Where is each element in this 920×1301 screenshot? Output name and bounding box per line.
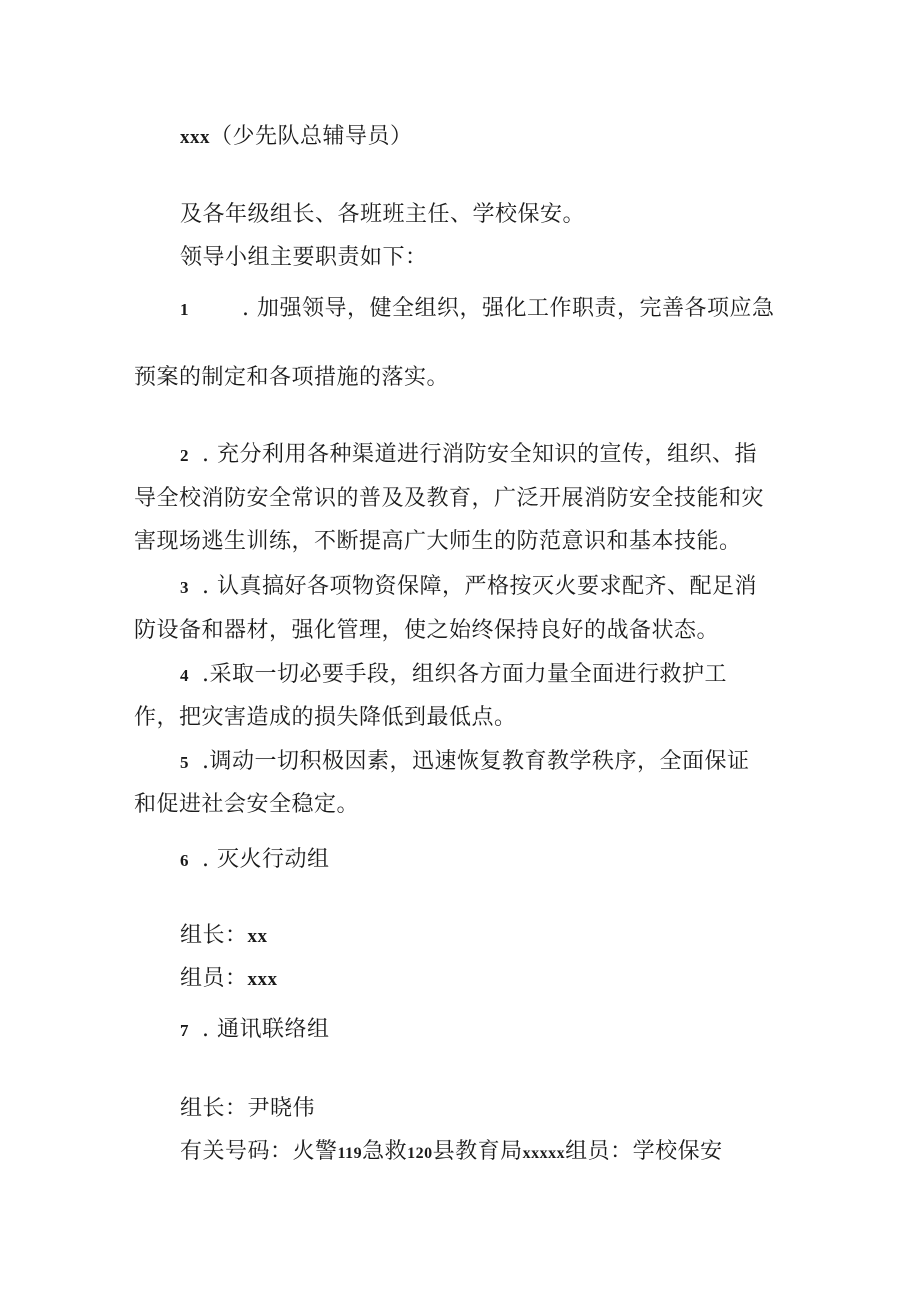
group-7-number: 7 <box>180 1021 189 1040</box>
duty-1-number: 1 <box>180 300 189 319</box>
group-7-member-suffix: 组员：学校保安 <box>565 1139 723 1164</box>
duty-4-text: .采取一切必要手段，组织各方面力量全面进行救护工 <box>202 662 727 687</box>
edu-label: 县教育局 <box>432 1139 523 1164</box>
ambulance-number: 120 <box>407 1145 433 1162</box>
duty-5-line-2: 和促进社会安全稳定。 <box>134 792 360 817</box>
duties-heading: 领导小组主要职责如下： <box>180 245 428 270</box>
duty-1-text: . 加强领导，健全组织，强化工作职责，完善各项应急 <box>242 296 775 321</box>
group-6-member <box>180 964 278 995</box>
group-7-leader-label: 组长： <box>180 1096 248 1121</box>
duty-4-line-2: 作，把灾害造成的损失降低到最低点。 <box>134 705 517 730</box>
members-text: 及各年级组长、各班班主任、学校保安。 <box>180 202 586 227</box>
duty-2-number: 2 <box>180 446 189 465</box>
header-line <box>180 122 413 153</box>
duty-3-line-1 <box>180 572 757 603</box>
ambulance-label: 急救 <box>362 1139 408 1164</box>
duty-3-number: 3 <box>180 578 189 597</box>
duty-5-text: .调动一切积极因素，迅速恢复教育教学秩序，全面保证 <box>202 749 750 774</box>
group-7-title-line <box>180 1015 330 1046</box>
group-7-leader <box>180 1094 315 1124</box>
group-6-leader-label: 组长： <box>180 923 248 948</box>
group-6-leader <box>180 921 268 952</box>
header-xxx: xxx <box>180 127 210 148</box>
group-7-leader-value: 尹晓伟 <box>247 1096 316 1121</box>
duty-3-text: . 认真搞好各项物资保障，严格按灭火要求配齐、配足消 <box>202 574 757 599</box>
header-title: （少先队总辅导员） <box>210 124 413 149</box>
duty-4-line-1 <box>180 660 727 691</box>
duty-2-line-3: 害现场逃生训练，不断提高广大师生的防范意识和基本技能。 <box>134 529 742 554</box>
duty-1-line-1 <box>180 294 775 325</box>
duty-5-number: 5 <box>180 753 189 772</box>
group-6-member-value: xxx <box>247 969 278 990</box>
group-6-leader-value: xx <box>247 926 268 947</box>
group-7-phones <box>180 1137 723 1169</box>
edu-number: xxxxx <box>522 1145 566 1162</box>
group-7-title: . 通讯联络组 <box>202 1017 330 1042</box>
duty-4-number: 4 <box>180 666 189 685</box>
group-6-number: 6 <box>180 851 189 870</box>
group-6-title-line <box>180 845 330 876</box>
group-6-member-label: 组员： <box>180 966 248 991</box>
duty-1-line-2: 预案的制定和各项措施的落实。 <box>134 365 450 390</box>
duty-2-line-1 <box>180 440 757 471</box>
duty-5-line-1 <box>180 747 750 778</box>
fire-number: 119 <box>337 1145 363 1162</box>
duty-3-line-2: 防设备和器材，强化管理，使之始终保持良好的战备状态。 <box>134 618 720 643</box>
group-6-title: . 灭火行动组 <box>202 847 330 872</box>
duty-2-line-2: 导全校消防安全常识的普及及教育，广泛开展消防安全技能和灾 <box>134 486 765 511</box>
duty-2-text: . 充分利用各种渠道进行消防安全知识的宣传，组织、指 <box>202 442 757 467</box>
phones-prefix: 有关号码：火警 <box>180 1139 338 1164</box>
